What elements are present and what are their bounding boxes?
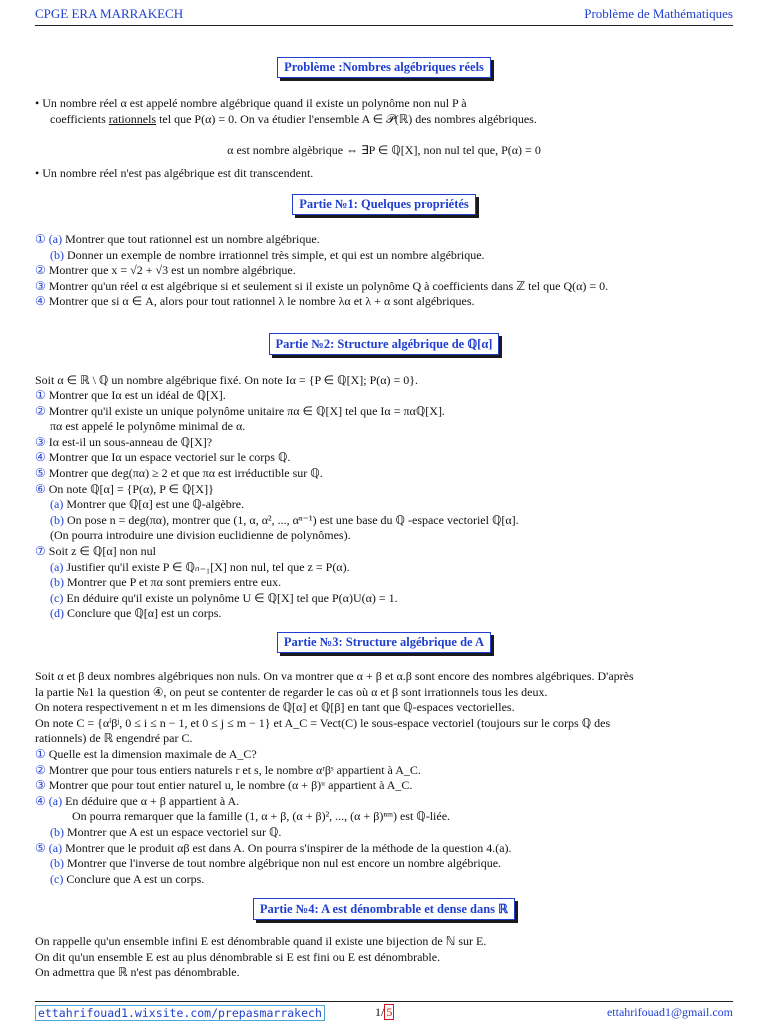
question-number: ⑤ <box>35 466 49 480</box>
question-item <box>50 560 350 575</box>
question-item <box>35 450 290 465</box>
question-number: ⑤ <box>35 840 49 855</box>
header-rule <box>35 25 733 26</box>
question-item <box>50 419 245 434</box>
question-item <box>50 872 204 887</box>
question-text: En déduire qu'il existe un polynôme U ∈ ℚ[X] tel que P(α)U(α) = 1. <box>63 590 398 605</box>
question-number: ② <box>35 403 49 418</box>
part2-intro: Soit α ∈ ℝ \ ℚ un nombre algébrique fixé. On note Iα = {P ∈ ℚ[X]; P(α) = 0}. <box>35 373 419 387</box>
problem-title: Problème :Nombres algébriques réels <box>277 57 491 78</box>
part4-line: On dit qu'un ensemble E est au plus dénombrable si E est fini ou E est dénombrable. <box>35 949 441 964</box>
question-item <box>35 482 214 497</box>
question-text: Conclure que ℚ[α] est un corps. <box>64 606 222 621</box>
question-text: On pourra remarquer que la famille (1, α + β, (α + β)², ..., (α + β)ⁿᵐ) est ℚ-liée. <box>72 809 451 824</box>
question-text: Conclure que A est un corps. <box>63 871 205 886</box>
question-item <box>35 466 323 481</box>
sub-question-label: (a) <box>48 793 63 808</box>
question-number: ④ <box>35 294 49 309</box>
sub-question-label: (a) <box>48 232 63 246</box>
question-item <box>35 841 512 856</box>
footer-rule <box>35 1001 733 1002</box>
question-text: Montrer que si α ∈ A, alors pour tout rationnel λ le nombre λα et λ + α sont algébriques. <box>48 294 475 309</box>
part1-wrap <box>0 193 768 215</box>
question-item <box>35 279 608 294</box>
header-school: CPGE ERA MARRAKECH <box>35 6 184 21</box>
question-item <box>50 497 244 512</box>
question-number: ③ <box>35 278 49 293</box>
question-text: Montrer que l'inverse de tout nombre algébrique non nul est encore un nombre algébrique. <box>64 856 502 871</box>
question-text: Montrer qu'un réel α est algébrique si et seulement si il existe un polynôme Q à coefficients dans ℤ tel que Q(α) = 0. <box>48 278 609 293</box>
question-number: ④ <box>35 450 49 465</box>
page-header <box>35 6 733 24</box>
question-item <box>35 232 320 247</box>
part3-intro-line: rationnels) de ℝ engendré par C. <box>35 731 193 746</box>
question-item <box>35 763 421 778</box>
question-item <box>50 513 519 528</box>
question-item <box>35 388 226 403</box>
intro-line-3: • Un nombre réel n'est pas algébrique est dit transcendent. <box>35 166 314 180</box>
question-number: ⑦ <box>35 544 49 558</box>
question-number: ② <box>35 762 49 777</box>
question-item <box>50 856 501 871</box>
question-item <box>50 606 221 621</box>
question-text: Montrer que ℚ[α] est une ℚ-algèbre. <box>63 497 245 512</box>
question-text: Montrer que deg(πα) ≥ 2 et que πα est irréductible sur ℚ. <box>48 466 323 480</box>
part4-line: On admettra que ℝ n'est pas dénombrable. <box>35 965 240 980</box>
question-text: Montrer que pour tous entiers naturels r et s, le nombre αʳβˢ appartient à A_C. <box>48 762 421 777</box>
question-item <box>35 778 412 793</box>
question-number: ① <box>35 747 49 761</box>
intro-l2-underlined: rationnels <box>108 112 157 126</box>
part3-intro-line: Soit α et β deux nombres algébriques non nuls. On va montrer que α + β et α.β sont encore des nombres algébriques. D'après <box>35 669 634 683</box>
page-current: 1/ <box>375 1005 385 1019</box>
sub-question-label: (a) <box>48 840 63 855</box>
intro-line-1: • Un nombre réel α est appelé nombre algébrique quand il existe un polynôme non nul P à <box>35 96 467 110</box>
question-item <box>35 544 156 559</box>
sub-question-label: (b) <box>50 512 64 527</box>
part3-intro-line: la partie №1 la question ④, on peut se contenter de regarder le cas où α et β sont irrationnels tous les deux. <box>35 684 548 699</box>
question-text: On note ℚ[α] = {P(α), P ∈ ℚ[X]} <box>48 481 214 496</box>
question-item <box>35 294 475 309</box>
intro-l2-b: tel que P(α) = 0. On va étudier l'ensemble A ∈ 𝒫(ℝ) des nombres algébriques. <box>156 112 537 126</box>
question-item <box>35 747 257 762</box>
question-text: On pose n = deg(πα), montrer que (1, α, α², ..., αⁿ⁻¹) est une base du ℚ -espace vectoriel ℚ[α]. <box>64 512 519 527</box>
question-text: Montrer que pour tout entier naturel u, le nombre (α + β)ᵘ appartient à A_C. <box>48 778 413 793</box>
question-number: ③ <box>35 778 49 793</box>
sub-question-label: (d) <box>50 606 64 621</box>
page-footer <box>35 1005 733 1021</box>
part1-title: Partie №1: Quelques propriétés <box>292 194 476 215</box>
question-text: (On pourra introduire une division euclidienne de polynômes). <box>50 528 351 543</box>
question-number: ③ <box>35 434 49 449</box>
title-wrap <box>0 56 768 78</box>
question-number: ① <box>35 388 49 402</box>
question-item <box>35 435 212 450</box>
question-text: Montrer que A est un espace vectoriel sur ℚ. <box>64 825 282 839</box>
sub-question-label: (a) <box>50 497 64 512</box>
question-text: Montrer que Iα un espace vectoriel sur le corps ℚ. <box>48 450 291 465</box>
question-text: Montrer que le produit αβ est dans A. On pourra s'inspirer de la méthode de la question 4.(a). <box>62 840 512 855</box>
part4-title: Partie №4: A est dénombrable et dense dans ℝ <box>253 898 515 920</box>
question-text: Justifier qu'il existe P ∈ ℚₙ₋₁[X] non nul, tel que z = P(α). <box>63 559 350 574</box>
part3-intro-line: On note C = {αⁱβʲ, 0 ≤ i ≤ n − 1, et 0 ≤ j ≤ m − 1} et A_C = Vect(C) le sous-espace vectoriel (toujours sur le corps ℚ des <box>35 715 611 730</box>
question-text: Soit z ∈ ℚ[α] non nul <box>48 544 156 558</box>
question-item <box>50 825 281 840</box>
website-link[interactable]: ettahrifouad1.wixsite.com/prepasmarrakech <box>35 1005 325 1021</box>
question-text: Montrer qu'il existe un unique polynôme unitaire πα ∈ ℚ[X] tel que Iα = παℚ[X]. <box>48 403 445 418</box>
page-total-link[interactable]: 5 <box>386 1005 393 1019</box>
sub-question-label: (b) <box>50 575 64 590</box>
email-link[interactable]: ettahrifouad1@gmail.com <box>606 1005 733 1019</box>
sub-question-label: (b) <box>50 825 64 839</box>
header-subject: Problème de Mathématiques <box>584 6 733 21</box>
question-text: Montrer que P et πα sont premiers entre eux. <box>64 575 282 590</box>
sub-question-label: (a) <box>50 559 64 574</box>
question-text: En déduire que α + β appartient à A. <box>62 793 240 808</box>
definition-formula: α est nombre algèbrique ⇔ ∃P ∈ ℚ[X], non nul tel que, P(α) = 0 <box>227 143 541 157</box>
question-item <box>50 248 485 263</box>
sub-question-label: (c) <box>50 590 64 605</box>
intro-line-2 <box>50 112 537 127</box>
question-text: Montrer que Iα est un idéal de ℚ[X]. <box>48 388 226 402</box>
part3-intro-line: On notera respectivement n et m les dimensions de ℚ[α] et ℚ[β] en tant que ℚ-espaces vectorielles. <box>35 700 515 715</box>
part2-wrap <box>0 333 768 355</box>
question-item <box>72 809 450 824</box>
part4-wrap <box>0 898 768 920</box>
question-text: πα est appelé le polynôme minimal de α. <box>50 419 246 434</box>
sub-question-label: (b) <box>50 247 64 262</box>
part4-line: On rappelle qu'un ensemble infini E est dénombrable quand il existe une bijection de ℕ sur E. <box>35 934 487 948</box>
question-item <box>50 528 351 543</box>
question-text: Iα est-il un sous-anneau de ℚ[X]? <box>48 434 213 449</box>
question-number: ⑥ <box>35 481 49 496</box>
question-text: Montrer que x = √2 + √3 est un nombre algébrique. <box>48 263 296 278</box>
question-item <box>35 404 445 419</box>
question-number: ④ <box>35 793 49 808</box>
question-item <box>35 794 239 809</box>
question-text: Quelle est la dimension maximale de A_C? <box>48 747 257 761</box>
sub-question-label: (c) <box>50 871 64 886</box>
question-item <box>35 263 296 278</box>
part3-title: Partie №3: Structure algébrique de A <box>277 632 491 653</box>
part3-wrap <box>0 631 768 653</box>
question-text: Donner un exemple de nombre irrationnel très simple, et qui est un nombre algébrique. <box>64 247 485 262</box>
sub-question-label: (b) <box>50 856 64 871</box>
question-number: ① <box>35 232 49 246</box>
question-text: Montrer que tout rationnel est un nombre algébrique. <box>62 232 320 246</box>
part2-title: Partie №2: Structure algébrique de ℚ[α] <box>269 333 500 355</box>
intro-l2-a: coefficients <box>50 112 109 126</box>
question-item <box>50 575 281 590</box>
page-number <box>375 1005 394 1020</box>
question-number: ② <box>35 263 49 278</box>
question-item <box>50 591 398 606</box>
